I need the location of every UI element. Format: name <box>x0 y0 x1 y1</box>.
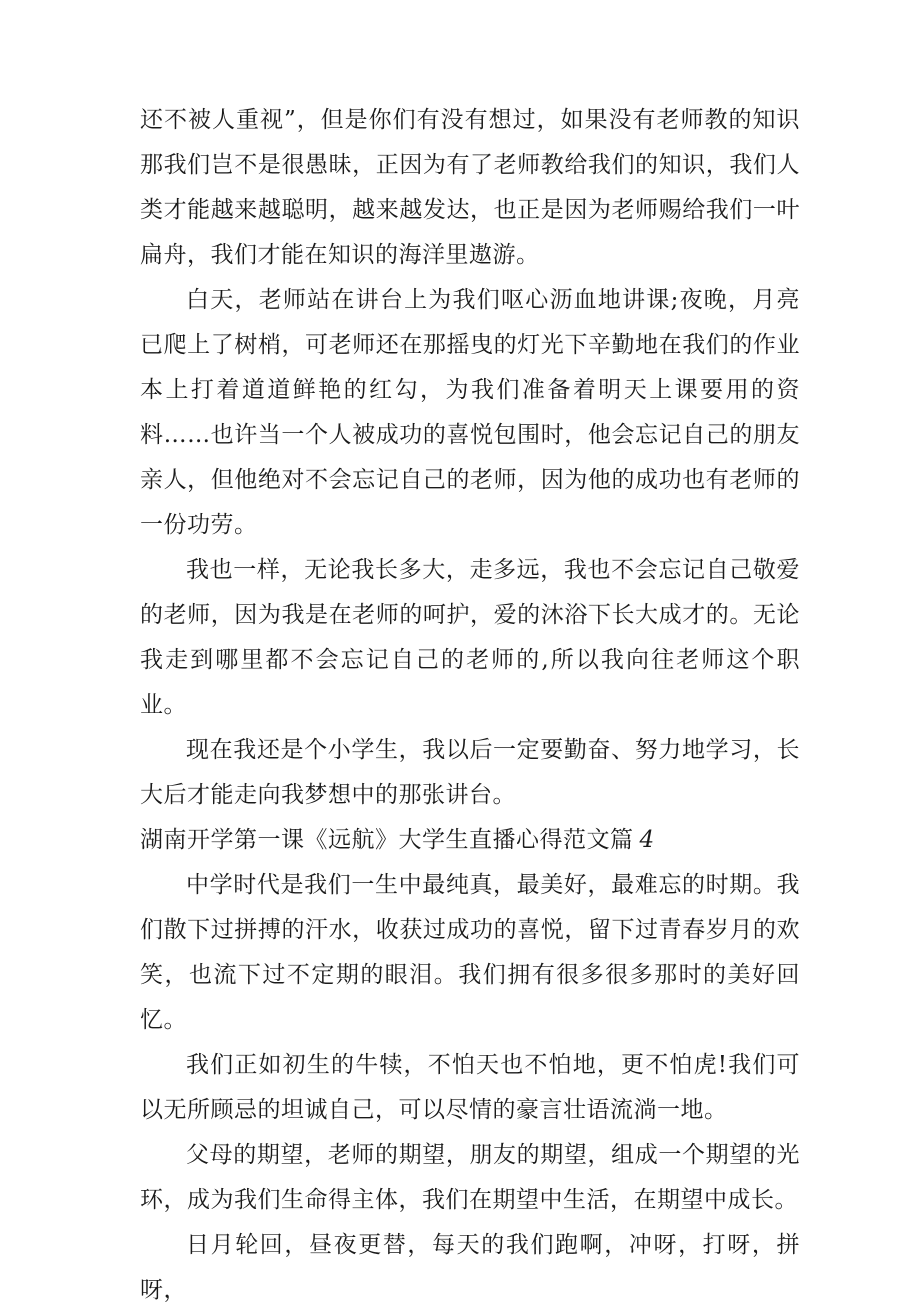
paragraph-4: 现在我还是个小学生，我以后一定要勤奋、努力地学习，长大后才能走向我梦想中的那张讲台。 <box>140 737 800 808</box>
paragraph-3: 我也一样，无论我长多大，走多远，我也不会忘记自己敬爱的老师，因为我是在老师的呵护，爱的沐浴下长大成才的。无论我走到哪里都不会忘记自己的老师的,所以我向往老师这个职业。 <box>140 557 800 718</box>
section-heading-number: 4 <box>639 827 655 853</box>
paragraph-7: 父母的期望，老师的期望，朋友的期望，组成一个期望的光环，成为我们生命得主体，我们在期望中生活，在期望中成长。 <box>140 1142 800 1213</box>
paragraph-2: 白天，老师站在讲台上为我们呕心沥血地讲课;夜晚，月亮已爬上了树梢，可老师还在那摇曳的灯光下辛勤地在我们的作业本上打着道道鲜艳的红勾，为我们准备着明天上课要用的资料……也许当一个人被成功的喜悦包围时，他会忘记自己的朋友亲人，但他绝对不会忘记自己的老师，因为他的成功也有老师的一份功劳。 <box>140 287 800 538</box>
paragraph-6: 我们正如初生的牛犊，不怕天也不怕地，更不怕虎!我们可以无所顾忌的坦诚自己，可以尽情的豪言壮语流淌一地。 <box>140 1052 800 1123</box>
paragraph-5: 中学时代是我们一生中最纯真，最美好，最难忘的时期。我们散下过拼搏的汗水，收获过成功的喜悦，留下过青春岁月的欢笑，也流下过不定期的眼泪。我们拥有很多很多那时的美好回忆。 <box>140 872 800 1033</box>
section-heading-text: 湖南开学第一课《远航》大学生直播心得范文篇 <box>140 827 634 853</box>
section-heading <box>140 818 800 863</box>
paragraph-1: 还不被人重视”，但是你们有没有想过，如果没有老师教的知识那我们岂不是很愚昧，正因为有了老师教给我们的知识，我们人类才能越来越聪明，越来越发达，也正是因为老师赐给我们一叶扁舟，我们才能在知识的海洋里遨游。 <box>140 107 800 268</box>
document-body <box>140 98 800 1313</box>
paragraph-8: 日月轮回，昼夜更替，每天的我们跑啊，冲呀，打呀，拼呀， <box>140 1232 800 1303</box>
